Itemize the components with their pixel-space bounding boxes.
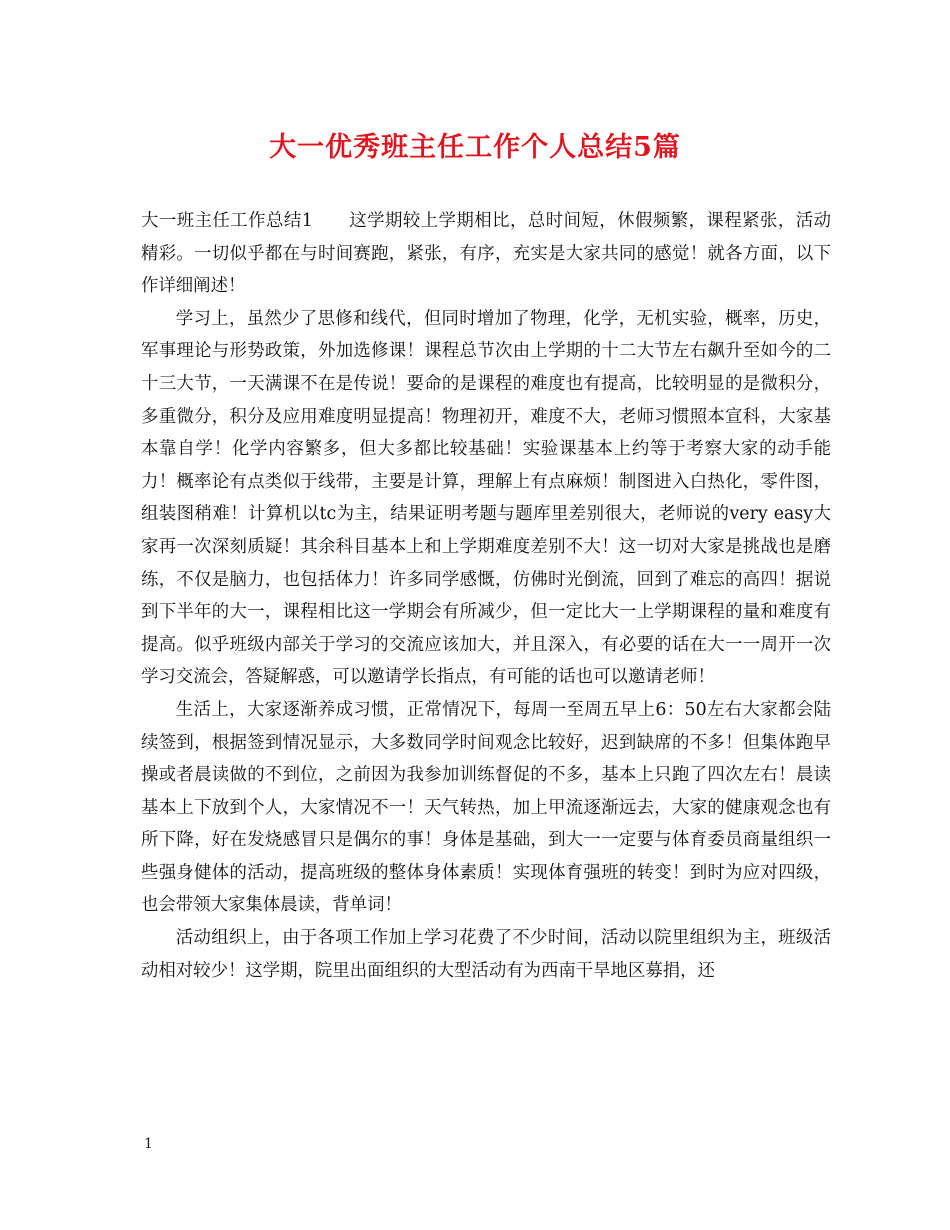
paragraph-3: 生活上，大家逐渐养成习惯，正常情况下，每周一至周五早上6：50左右大家都会陆续签到，根据签到情况显示，大多数同学时间观念比较好，迟到缺席的不多！但集体跑早操或者晨读做的不到位，之前因为我参加训练督促的不多，基本上只跑了四次左右！晨读基本上下放到个人，大家情况不一！天气转热，加上甲流逐渐远去，大家的健康观念也有所下降，好在发烧感冒只是偶尔的事！身体是基础，到大一一定要与体育委员商量组织一些强身健体的活动，提高班级的整体身体素质！实现体育强班的转变！到时为应对四级，也会带领大家集体晨读，背单词！ bbox=[141, 699, 831, 916]
document-body bbox=[141, 205, 831, 987]
paragraph-1-text: 这学期较上学期相比，总时间短，休假频繁，课程紧张，活动精彩。一切似乎都在与时间赛跑，紧张，有序，充实是大家共同的感觉！就各方面，以下作详细阐述！ bbox=[141, 211, 831, 297]
paragraph-4: 活动组织上，由于各项工作加上学习花费了不少时间，活动以院里组织为主，班级活动相对较少！这学期，院里出面组织的大型活动有为西南干旱地区募捐，还 bbox=[141, 928, 831, 981]
paragraph-1 bbox=[141, 205, 831, 303]
section-heading: 大一班主任工作总结1 bbox=[141, 211, 313, 231]
document-title: 大一优秀班主任工作个人总结5篇 bbox=[269, 132, 681, 163]
paragraph-2: 学习上，虽然少了思修和线代，但同时增加了物理，化学，无机实验，概率，历史，军事理论与形势政策，外加选修课！课程总节次由上学期的十二大节左右飙升至如今的二十三大节，一天满课不在是传说！要命的是课程的难度也有提高，比较明显的是微积分，多重微分，积分及应用难度明显提高！物理初开，难度不大，老师习惯照本宣科，大家基本靠自学！化学内容繁多，但大多都比较基础！实验课基本上约等于考察大家的动手能力！概率论有点类似于线带，主要是计算，理解上有点麻烦！制图进入白热化，零件图，组装图稍难！计算机以tc为主，结果证明考题与题库里差别很大，老师说的very easy大家再一次深刻质疑！其余科目基本上和上学期难度差别不大！这一切对大家是挑战也是磨练，不仅是脑力，也包括体力！许多同学感慨，仿佛时光倒流，回到了难忘的高四！据说到下半年的大一，课程相比这一学期会有所减少，但一定比大一上学期课程的量和难度有提高。似乎班级内部关于学习的交流应该加大，并且深入，有必要的话在大一一周开一次学习交流会，答疑解惑，可以邀请学长指点，有可能的话也可以邀请老师！ bbox=[141, 308, 831, 688]
page-number: 1 bbox=[144, 1136, 153, 1152]
